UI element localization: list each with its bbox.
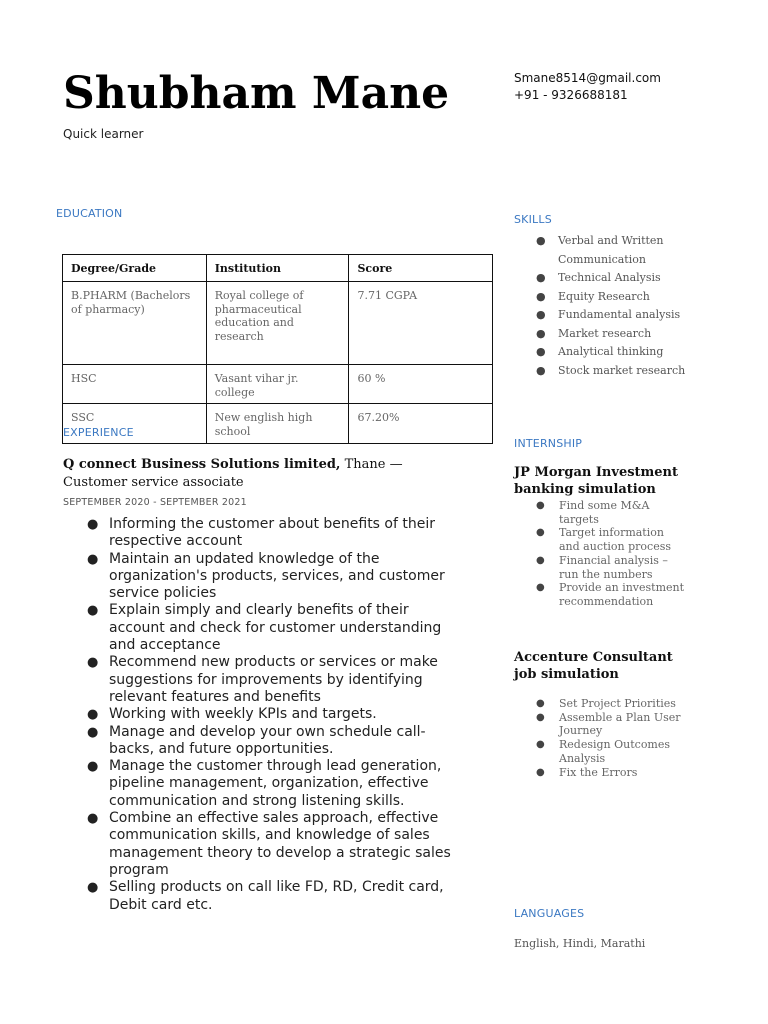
- experience-heading: EXPERIENCE: [63, 426, 134, 439]
- list-item: ● Fundamental analysis: [536, 306, 696, 325]
- list-item: ● Manage and develop your own schedule call-backs, and future opportunities.: [87, 724, 467, 759]
- internship-title: JP Morgan Investment banking simulation: [514, 465, 679, 497]
- tagline: Quick learner: [63, 127, 144, 141]
- internship-tasks: [536, 697, 686, 779]
- table-cell: HSC: [63, 365, 207, 404]
- languages-heading: LANGUAGES: [514, 907, 585, 920]
- list-item: ● Market research: [536, 325, 696, 344]
- list-item: ● Working with weekly KPIs and targets.: [87, 706, 467, 723]
- table-cell: 7.71 CGPA: [349, 282, 493, 365]
- list-item: ● Manage the customer through lead generation, pipeline management, organization, effective communication and strong listening skills.: [87, 758, 467, 810]
- list-item: ● Financial analysis – run the numbers: [536, 554, 686, 581]
- list-item: ● Analytical thinking: [536, 343, 696, 362]
- table-cell: 67.20%: [349, 404, 493, 444]
- table-row: [63, 365, 493, 404]
- list-item: ● Explain simply and clearly benefits of their account and check for customer understanding and acceptance: [87, 602, 467, 654]
- column-header: Institution: [206, 255, 349, 282]
- job-title: [63, 456, 463, 491]
- list-item: ● Maintain an updated knowledge of the organization's products, services, and customer service policies: [87, 551, 467, 603]
- internship-heading: INTERNSHIP: [514, 437, 583, 450]
- list-item: ● Stock market research: [536, 362, 696, 381]
- list-item: ● Fix the Errors: [536, 766, 686, 780]
- list-item: ● Provide an investment recommendation: [536, 581, 686, 608]
- table-cell: B.PHARM (Bachelors of pharmacy): [63, 282, 207, 365]
- list-item: ● Combine an effective sales approach, effective communication skills, and knowledge of sales management theory to develop a strategic sales program: [87, 810, 467, 879]
- skills-heading: SKILLS: [514, 213, 552, 226]
- phone: +91 - 9326688181: [514, 88, 628, 102]
- column-header: Degree/Grade: [63, 255, 207, 282]
- list-item: ● Redesign Outcomes Analysis: [536, 738, 686, 765]
- internship-tasks: [536, 499, 686, 609]
- list-item: ● Equity Research: [536, 288, 696, 307]
- table-header-row: [63, 255, 493, 282]
- list-item: ● Recommend new products or services or make suggestions for improvements by identifying relevant features and benefits: [87, 654, 467, 706]
- email: Smane8514@gmail.com: [514, 71, 661, 85]
- table-cell: 60 %: [349, 365, 493, 404]
- list-item: ● Informing the customer about benefits of their respective account: [87, 516, 467, 551]
- column-header: Score: [349, 255, 493, 282]
- list-item: ● Selling products on call like FD, RD, Credit card, Debit card etc.: [87, 879, 467, 914]
- table-cell: Vasant vihar jr. college: [206, 365, 349, 404]
- list-item: ● Technical Analysis: [536, 269, 696, 288]
- table-cell: New english high school: [206, 404, 349, 444]
- education-table: [62, 254, 493, 444]
- contact-block: [514, 70, 661, 104]
- company-name: Q connect Business Solutions limited,: [63, 457, 341, 472]
- list-item: ● Find some M&A targets: [536, 499, 686, 526]
- skills-list: [536, 232, 696, 380]
- list-item: ● Assemble a Plan User Journey: [536, 711, 686, 738]
- job-dates: SEPTEMBER 2020 - SEPTEMBER 2021: [63, 497, 247, 508]
- languages-list: English, Hindi, Marathi: [514, 937, 646, 950]
- candidate-name: Shubham Mane: [63, 68, 450, 119]
- list-item: ● Set Project Priorities: [536, 697, 686, 711]
- list-item: ● Target information and auction process: [536, 526, 686, 553]
- table-cell: Royal college of pharmaceutical education and research: [206, 282, 349, 365]
- table-row: [63, 282, 493, 365]
- internship-title: Accenture Consultant job simulation: [514, 650, 673, 682]
- table-cell: SSC: [63, 404, 207, 444]
- duties-list: [87, 516, 467, 914]
- job-role: Thane — Customer service associate: [63, 457, 403, 490]
- education-heading: EDUCATION: [56, 207, 123, 220]
- list-item: ● Verbal and Written Communication: [536, 232, 696, 269]
